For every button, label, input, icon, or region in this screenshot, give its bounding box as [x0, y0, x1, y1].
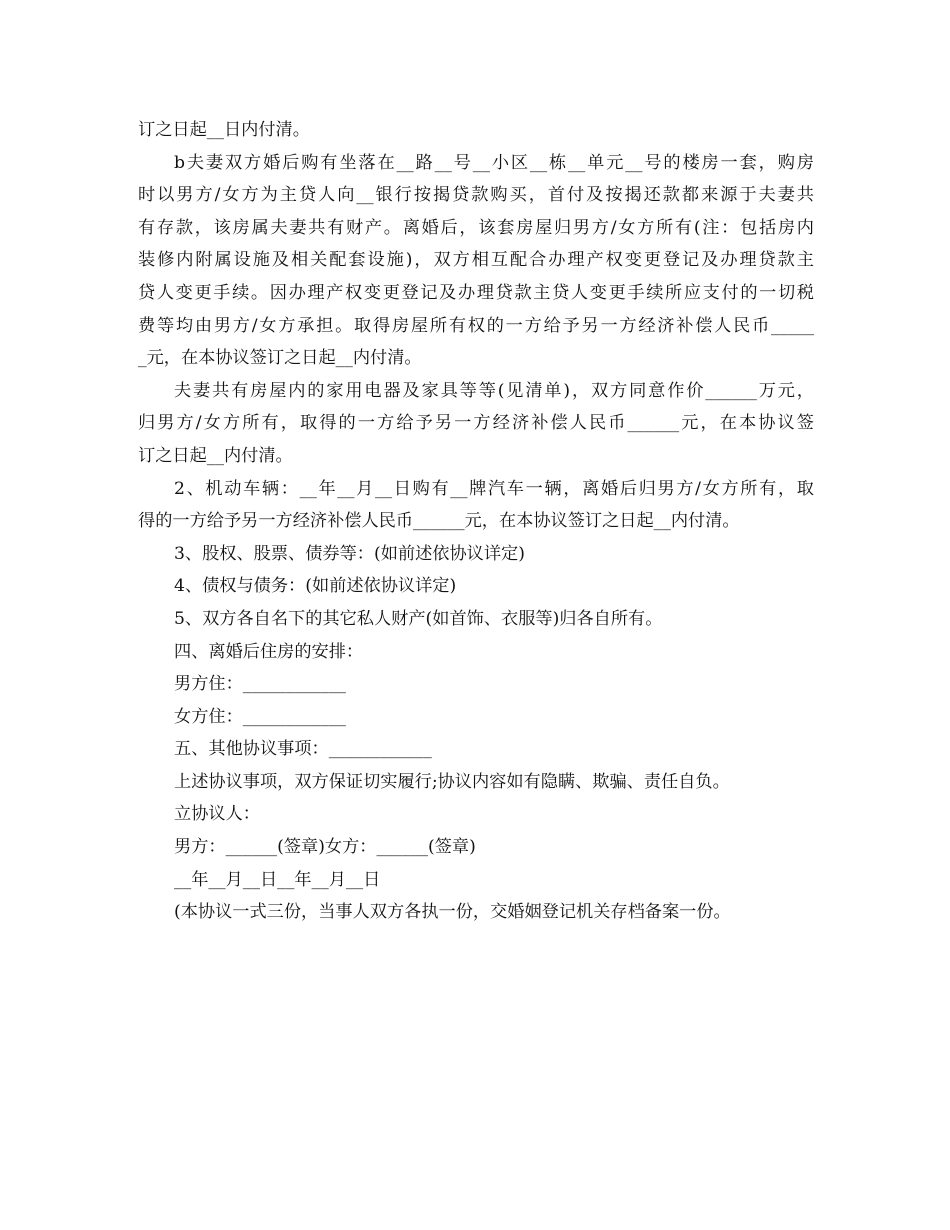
- date-line: __年__月__日__年__月__日: [174, 869, 381, 890]
- text-line: 立协议人：: [174, 804, 260, 825]
- text-line: 5、双方各自名下的其它私人财产(如首饰、衣服等)归各自所有。: [174, 608, 663, 629]
- text-line: 3、股权、股票、债券等：(如前述依协议详定): [174, 543, 525, 564]
- text-line: 上述协议事项，双方保证切实履行;协议内容如有隐瞒、欺骗、责任自负。: [174, 771, 730, 792]
- section-heading: 四、离婚后住房的安排：: [174, 641, 364, 662]
- signature-line: 男方：______(签章)女方：______(签章): [174, 837, 476, 858]
- text-line: _元，在本协议签订之日起__内付清。: [138, 348, 422, 369]
- text-line: 4、债权与债务：(如前述依协议详定): [174, 576, 457, 597]
- text-line: 男方住：____________: [174, 674, 346, 695]
- agreement-body: [138, 114, 814, 929]
- text-line: 贷人变更手续。因办理产权变更登记及办理贷款主贷人变更手续所应支付的一切税: [138, 282, 814, 303]
- text-line: 有存款，该房属夫妻共有财产。离婚后，该套房屋归男方/女方所有(注：包括房内: [138, 217, 814, 238]
- text-line: 得的一方给予另一方经济补偿人民币______元，在本协议签订之日起__内付清。: [138, 511, 740, 532]
- text-line: 时以男方/女方为主贷人向__银行按揭贷款购买，首付及按揭还款都来源于夫妻共: [138, 185, 814, 206]
- text-line: (本协议一式三份，当事人双方各执一份，交婚姻登记机关存档备案一份。: [174, 902, 731, 923]
- text-line: 费等均由男方/女方承担。取得房屋所有权的一方给予另一方经济补偿人民币_____: [138, 315, 814, 336]
- text-line: 归男方/女方所有，取得的一方给予另一方经济补偿人民币______元，在本协议签: [138, 413, 814, 434]
- text-line: b夫妻双方婚后购有坐落在__路__号__小区__栋__单元__号的楼房一套，购房: [174, 152, 814, 173]
- section-heading: 五、其他协议事项：____________: [174, 739, 432, 760]
- text-line: 夫妻共有房屋内的家用电器及家具等等(见清单)，双方同意作价______万元，: [174, 380, 814, 401]
- text-line: 订之日起__日内付清。: [138, 120, 310, 140]
- text-line: 订之日起__内付清。: [138, 445, 293, 466]
- text-line: 2、机动车辆：__年__月__日购有__牌汽车一辆，离婚后归男方/女方所有，取: [174, 478, 814, 499]
- text-line: 女方住：____________: [174, 706, 346, 727]
- text-line: 装修内附属设施及相关配套设施)，双方相互配合办理产权变更登记及办理贷款主: [138, 250, 814, 271]
